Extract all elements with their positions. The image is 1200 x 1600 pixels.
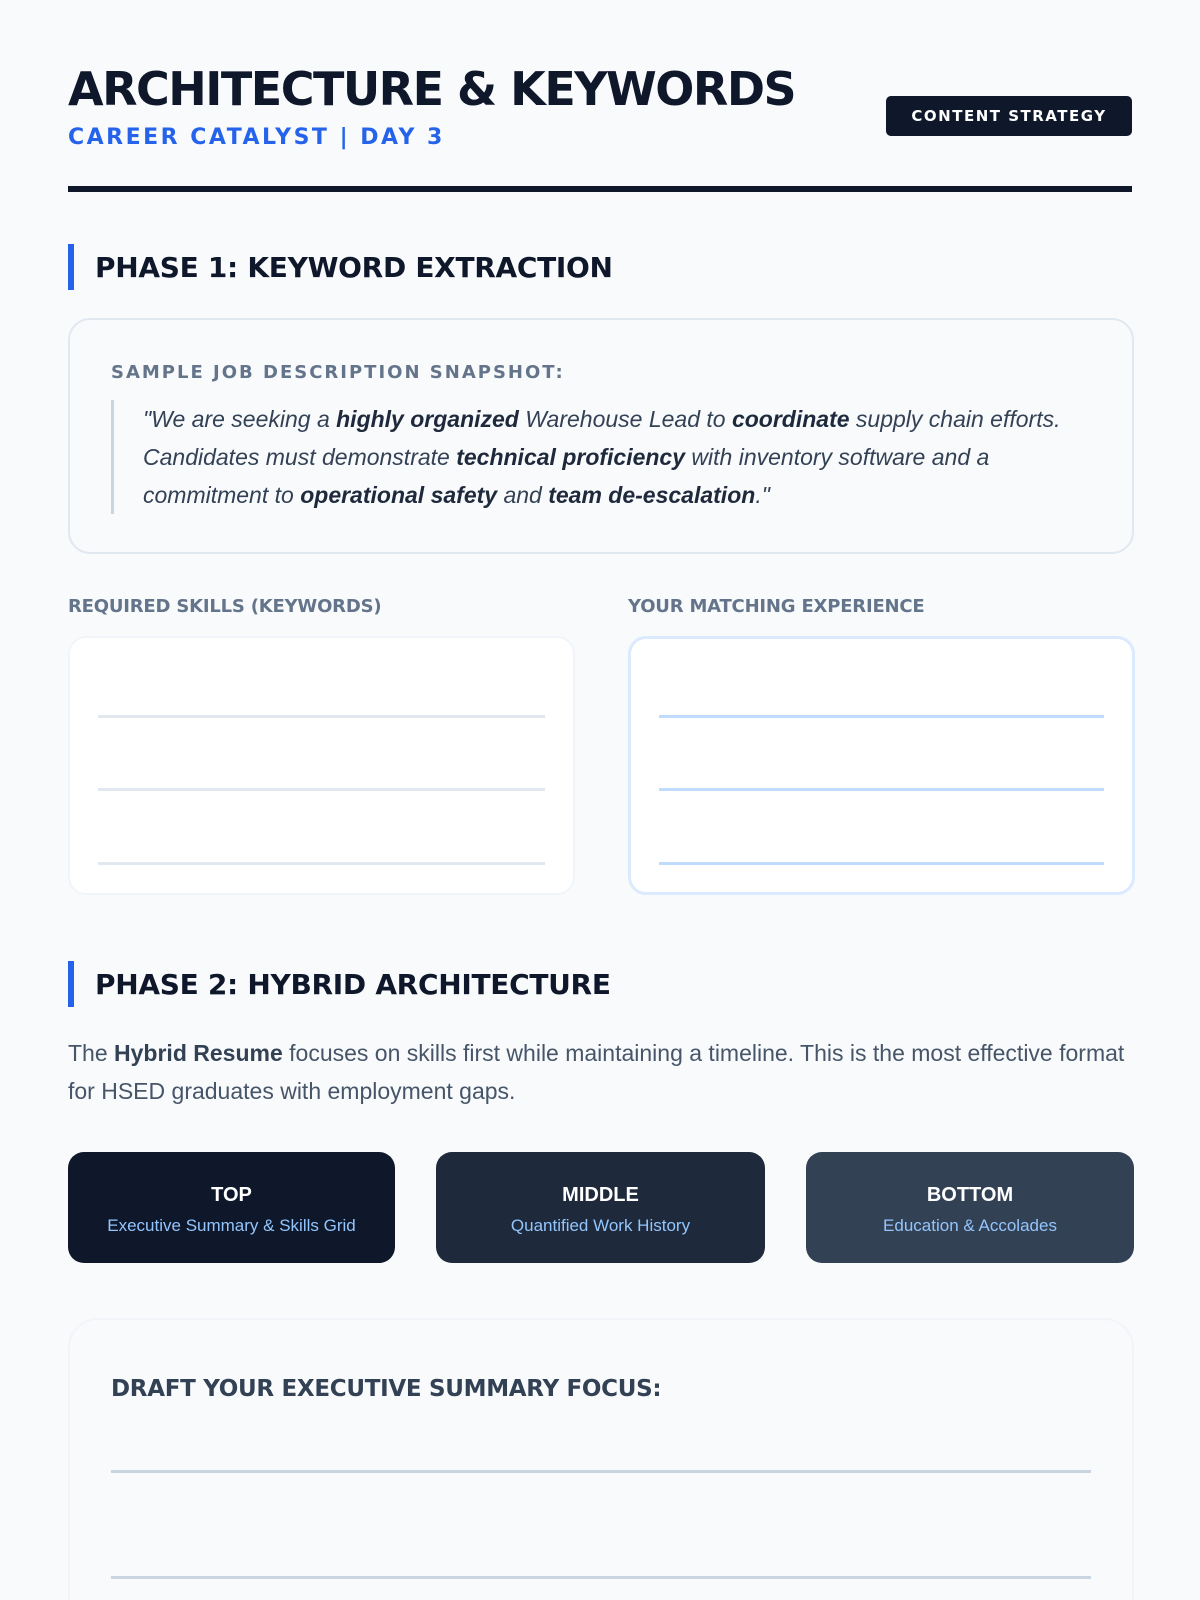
writing-line[interactable] — [659, 862, 1104, 865]
keyword-highlight: technical proficiency — [456, 444, 686, 470]
required-skills-writing-box[interactable] — [68, 636, 575, 895]
draft-label: DRAFT YOUR EXECUTIVE SUMMARY FOCUS: — [111, 1376, 662, 1402]
matching-experience-label: YOUR MATCHING EXPERIENCE — [628, 596, 925, 617]
matching-experience-writing-box[interactable] — [628, 636, 1135, 895]
architecture-card-top — [68, 1152, 395, 1263]
card-title: MIDDLE — [562, 1184, 639, 1206]
hybrid-resume-intro: The Hybrid Resume focuses on skills first while maintaining a timeline. This is the most effective format for HSED graduates with employment gaps. — [68, 1040, 1125, 1104]
phase-1-heading: PHASE 1: KEYWORD EXTRACTION — [68, 244, 613, 290]
executive-summary-draft-box[interactable] — [68, 1318, 1134, 1600]
card-title: TOP — [211, 1184, 252, 1206]
job-description-quote: "We are seeking a highly organized Warehouse Lead to coordinate supply chain efforts. Candidates must demonstrate technical proficiency with inventory software and a commitment to operational safety and team de-escalation." — [111, 400, 1091, 514]
page-header — [68, 0, 1132, 192]
keyword-highlight: highly organized — [336, 406, 519, 432]
writing-line[interactable] — [659, 788, 1104, 791]
page-subtitle: CAREER CATALYST | DAY 3 — [68, 125, 445, 150]
writing-line[interactable] — [111, 1576, 1091, 1579]
card-subtitle: Quantified Work History — [510, 1216, 691, 1235]
architecture-card-middle — [436, 1152, 765, 1263]
required-skills-label: REQUIRED SKILLS (KEYWORDS) — [68, 596, 382, 617]
architecture-card-bottom — [806, 1152, 1134, 1263]
writing-line[interactable] — [98, 715, 545, 718]
hybrid-resume-term: Hybrid Resume — [114, 1040, 283, 1066]
phase-2-heading: PHASE 2: HYBRID ARCHITECTURE — [68, 961, 611, 1007]
card-subtitle: Education & Accolades — [883, 1216, 1057, 1235]
writing-line[interactable] — [111, 1470, 1091, 1473]
card-title: BOTTOM — [926, 1184, 1014, 1206]
writing-line[interactable] — [659, 715, 1104, 718]
writing-line[interactable] — [98, 862, 545, 865]
keyword-highlight: team de-escalation — [548, 482, 756, 508]
page-title: ARCHITECTURE & KEYWORDS — [68, 62, 796, 116]
card-subtitle: Executive Summary & Skills Grid — [107, 1216, 356, 1235]
job-description-snapshot — [68, 318, 1134, 554]
keyword-highlight: operational safety — [300, 482, 498, 508]
snapshot-label: SAMPLE JOB DESCRIPTION SNAPSHOT: — [111, 362, 565, 383]
keyword-highlight: coordinate — [731, 406, 850, 432]
category-badge: CONTENT STRATEGY — [886, 96, 1132, 136]
writing-line[interactable] — [98, 788, 545, 791]
